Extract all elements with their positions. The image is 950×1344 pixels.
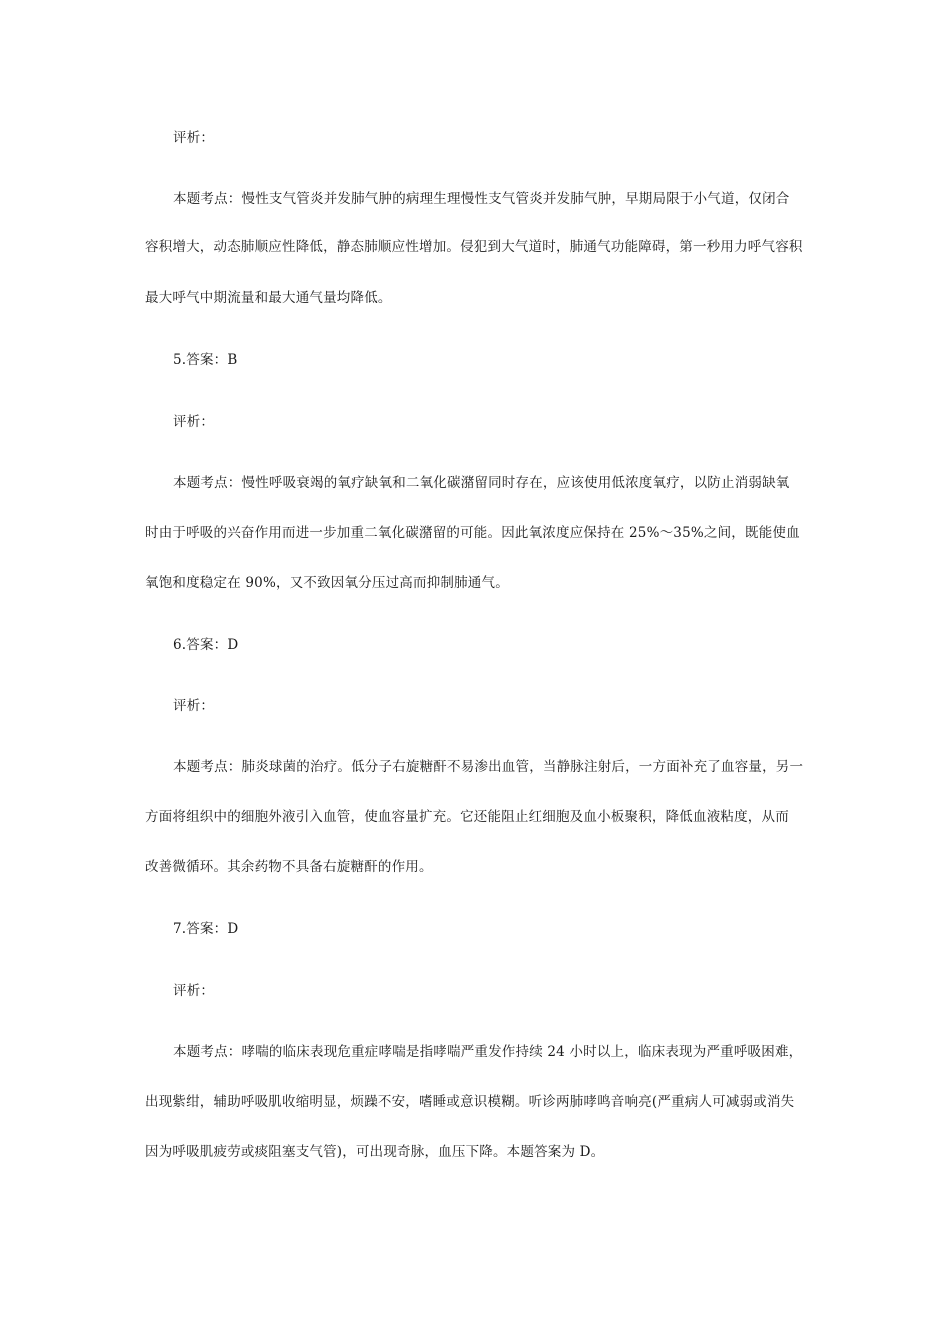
analysis-text-line: 容积增大，动态肺顺应性降低，静态肺顺应性增加。侵犯到大气道时，肺通气功能障碍，第一秒用力呼气容积 — [145, 239, 803, 255]
answer-heading: 6.答案：D — [173, 637, 239, 653]
answer-heading: 5.答案：B — [173, 352, 238, 368]
analysis-text-line: 氧饱和度稳定在 90%，又不致因氧分压过高而抑制肺通气。 — [145, 575, 509, 591]
analysis-text-line: 时由于呼吸的兴奋作用而进一步加重二氧化碳潴留的可能。因此氧浓度应保持在 25%～35%之间，既能使血 — [145, 525, 800, 541]
analysis-label: 评析： — [173, 983, 215, 999]
analysis-text-line: 改善微循环。其余药物不具备右旋糖酐的作用。 — [145, 859, 433, 875]
analysis-text-line: 最大呼气中期流量和最大通气量均降低。 — [145, 290, 392, 306]
analysis-text-line: 本题考点：慢性呼吸衰竭的氧疗缺氧和二氧化碳潴留同时存在，应该使用低浓度氧疗，以防止消弱缺氧 — [173, 475, 790, 491]
analysis-text-line: 本题考点：慢性支气管炎并发肺气肿的病理生理慢性支气管炎并发肺气肿，早期局限于小气道，仅闭合 — [173, 191, 790, 207]
analysis-label: 评析： — [173, 130, 215, 146]
answer-heading: 7.答案：D — [173, 921, 239, 937]
analysis-text-line: 方面将组织中的细胞外液引入血管，使血容量扩充。它还能阻止红细胞及血小板聚积，降低血液粘度，从而 — [145, 809, 789, 825]
analysis-text-line: 出现紫绀，辅助呼吸肌收缩明显，烦躁不安，嗜睡或意识模糊。听诊两肺哮鸣音响亮(严重病人可减弱或消失 — [145, 1094, 795, 1110]
analysis-text-line: 因为呼吸肌疲劳或痰阻塞支气管)，可出现奇脉，血压下降。本题答案为 D。 — [145, 1144, 605, 1160]
analysis-text-line: 本题考点：哮喘的临床表现危重症哮喘是指哮喘严重发作持续 24 小时以上，临床表现为严重呼吸困难， — [173, 1044, 803, 1060]
analysis-label: 评析： — [173, 698, 215, 714]
analysis-text-line: 本题考点：肺炎球菌的治疗。低分子右旋糖酐不易渗出血管，当静脉注射后，一方面补充了血容量，另一 — [173, 759, 804, 775]
analysis-label: 评析： — [173, 414, 215, 430]
